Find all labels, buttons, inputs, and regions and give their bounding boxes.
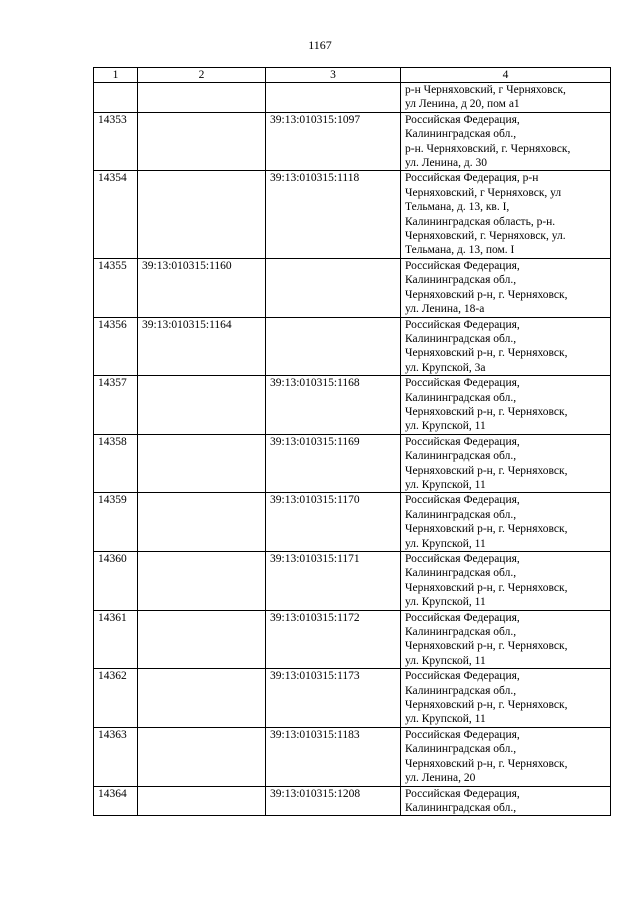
- table-row: [94, 317, 611, 376]
- cadastral-number-cell-col2: [138, 610, 266, 669]
- address-line: Российская Федерация,: [405, 113, 520, 126]
- cadastral-number-cell-col2: [138, 434, 266, 493]
- address-line: Черняховский р-н, г. Черняховск,: [405, 347, 568, 360]
- address-line: Российская Федерация,: [405, 435, 520, 448]
- address-line: ул. Крупской, 11: [405, 654, 486, 667]
- row-number-cell: 14356: [94, 317, 138, 376]
- address-line: Российская Федерация,: [405, 670, 520, 683]
- address-line: ул. Крупской, 11: [405, 596, 486, 609]
- row-number-cell: 14359: [94, 493, 138, 552]
- address-cell: [401, 610, 611, 669]
- table-row: [94, 493, 611, 552]
- cadastral-number-cell-col2: [138, 83, 266, 113]
- table-row: [94, 552, 611, 611]
- table-row: [94, 434, 611, 493]
- column-header: 2: [138, 68, 266, 83]
- address-line: Калининградская обл.,: [405, 801, 517, 814]
- address-cell: [401, 727, 611, 786]
- address-cell: [401, 434, 611, 493]
- row-number-cell: 14360: [94, 552, 138, 611]
- address-line: Калининградская обл.,: [405, 450, 517, 463]
- row-number-cell: 14364: [94, 786, 138, 816]
- address-line: Российская Федерация,: [405, 377, 520, 390]
- address-line: Черняховский р-н, г. Черняховск,: [405, 288, 568, 301]
- address-cell: [401, 669, 611, 728]
- address-line: ул. Крупской, 11: [405, 478, 486, 491]
- address-line: Калининградская обл.,: [405, 391, 517, 404]
- table-row: [94, 786, 611, 816]
- address-cell: [401, 112, 611, 171]
- registry-table: [93, 67, 611, 816]
- address-line: Российская Федерация,: [405, 611, 520, 624]
- row-number-cell: 14354: [94, 171, 138, 258]
- cadastral-number-cell-col2: [138, 171, 266, 258]
- cadastral-number-cell-col3: [266, 258, 401, 317]
- address-line: Черняховский р-н, г. Черняховск,: [405, 581, 568, 594]
- page-number: 1167: [308, 38, 332, 52]
- address-cell: [401, 83, 611, 113]
- address-line: Калининградская обл.,: [405, 626, 517, 639]
- column-header: 3: [266, 68, 401, 83]
- cadastral-number-cell-col3: 39:13:010315:1170: [266, 493, 401, 552]
- address-line: Черняховский, г. Черняховск, ул.: [405, 230, 566, 243]
- cadastral-number-cell-col3: [266, 83, 401, 113]
- address-line: Российская Федерация,: [405, 787, 520, 800]
- address-cell: [401, 376, 611, 435]
- address-line: ул. Крупской, 11: [405, 420, 486, 433]
- cadastral-number-cell-col2: [138, 376, 266, 435]
- row-number-cell: 14353: [94, 112, 138, 171]
- address-line: ул. Крупской, 3а: [405, 361, 486, 374]
- cadastral-number-cell-col3: [266, 317, 401, 376]
- table-row: [94, 112, 611, 171]
- cadastral-number-cell-col3: 39:13:010315:1183: [266, 727, 401, 786]
- column-header: 4: [401, 68, 611, 83]
- address-line: Калининградская обл.,: [405, 332, 517, 345]
- table-body: [94, 83, 611, 816]
- row-number-cell: [94, 83, 138, 113]
- cadastral-number-cell-col3: 39:13:010315:1172: [266, 610, 401, 669]
- address-line: р-н Черняховский, г Черняховск,: [405, 84, 566, 96]
- row-number-cell: 14361: [94, 610, 138, 669]
- address-line: Российская Федерация,: [405, 259, 520, 272]
- address-line: Тельмана, д. 13, пом. I: [405, 244, 515, 257]
- address-line: Калининградская область, р-н.: [405, 215, 556, 228]
- address-line: Тельмана, д. 13, кв. I,: [405, 201, 510, 214]
- cadastral-number-cell-col2: [138, 727, 266, 786]
- address-line: Черняховский р-н, г. Черняховск,: [405, 523, 568, 536]
- table-row: [94, 669, 611, 728]
- address-line: Российская Федерация,: [405, 494, 520, 507]
- address-line: Черняховский р-н, г. Черняховск,: [405, 464, 568, 477]
- address-line: Калининградская обл.,: [405, 684, 517, 697]
- address-line: р-н. Черняховский, г. Черняховск,: [405, 142, 571, 155]
- row-number-cell: 14362: [94, 669, 138, 728]
- cadastral-number-cell-col2: 39:13:010315:1164: [138, 317, 266, 376]
- address-line: Российская Федерация, р-н: [405, 172, 539, 185]
- address-line: Черняховский р-н, г. Черняховск,: [405, 699, 568, 712]
- address-line: ул. Крупской, 11: [405, 713, 486, 726]
- address-cell: [401, 317, 611, 376]
- address-line: Калининградская обл.,: [405, 743, 517, 756]
- cadastral-number-cell-col2: [138, 786, 266, 816]
- address-line: ул. Крупской, 11: [405, 537, 486, 550]
- address-line: Калининградская обл.,: [405, 567, 517, 580]
- table-row: [94, 83, 611, 113]
- table-row: [94, 727, 611, 786]
- cadastral-number-cell-col3: 39:13:010315:1097: [266, 112, 401, 171]
- address-line: Черняховский р-н, г. Черняховск,: [405, 757, 568, 770]
- cadastral-number-cell-col3: 39:13:010315:1208: [266, 786, 401, 816]
- table-row: [94, 376, 611, 435]
- row-number-cell: 14363: [94, 727, 138, 786]
- address-line: Черняховский р-н, г. Черняховск,: [405, 405, 568, 418]
- cadastral-number-cell-col3: 39:13:010315:1171: [266, 552, 401, 611]
- cadastral-number-cell-col3: 39:13:010315:1173: [266, 669, 401, 728]
- address-line: Черняховский р-н, г. Черняховск,: [405, 640, 568, 653]
- address-line: Российская Федерация,: [405, 318, 520, 331]
- address-line: Российская Федерация,: [405, 553, 520, 565]
- address-line: Калининградская обл.,: [405, 128, 517, 141]
- cadastral-number-cell-col2: [138, 669, 266, 728]
- address-line: ул. Ленина, д. 30: [405, 157, 487, 170]
- cadastral-number-cell-col2: [138, 112, 266, 171]
- cadastral-number-cell-col2: 39:13:010315:1160: [138, 258, 266, 317]
- address-line: ул. Ленина, 18-а: [405, 303, 485, 316]
- cadastral-number-cell-col3: 39:13:010315:1169: [266, 434, 401, 493]
- cadastral-number-cell-col3: 39:13:010315:1118: [266, 171, 401, 258]
- address-cell: [401, 552, 611, 611]
- address-cell: [401, 493, 611, 552]
- table-row: [94, 171, 611, 258]
- table-row: [94, 610, 611, 669]
- address-cell: [401, 171, 611, 258]
- column-header: 1: [94, 68, 138, 83]
- address-line: Калининградская обл.,: [405, 274, 517, 287]
- row-number-cell: 14357: [94, 376, 138, 435]
- address-line: ул. Ленина, 20: [405, 772, 476, 785]
- cadastral-number-cell-col2: [138, 493, 266, 552]
- table-header-row: [94, 68, 611, 83]
- address-line: Калининградская обл.,: [405, 508, 517, 521]
- row-number-cell: 14355: [94, 258, 138, 317]
- address-cell: [401, 786, 611, 816]
- address-line: Черняховский, г Черняховск, ул: [405, 186, 562, 199]
- cadastral-number-cell-col2: [138, 552, 266, 611]
- address-cell: [401, 258, 611, 317]
- cadastral-number-cell-col3: 39:13:010315:1168: [266, 376, 401, 435]
- address-line: Российская Федерация,: [405, 728, 520, 741]
- row-number-cell: 14358: [94, 434, 138, 493]
- address-line: ул Ленина, д 20, пом а1: [405, 98, 520, 111]
- table-row: [94, 258, 611, 317]
